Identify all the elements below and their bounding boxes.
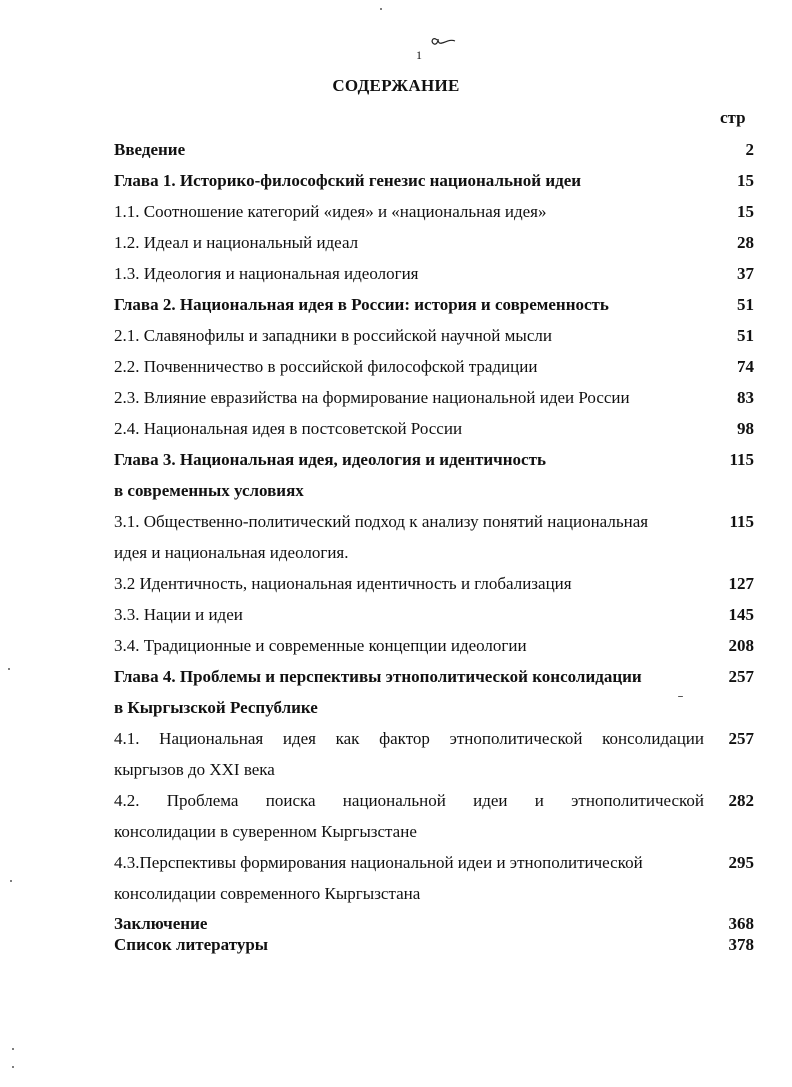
toc-entry-title-continued: кыргызов до XXI века (114, 760, 275, 779)
toc-entry-title: Глава 2. Национальная идея в России: история и современность (114, 295, 609, 314)
page-number: 1 (416, 48, 422, 62)
toc-entry-page: 28 (737, 233, 754, 252)
toc-entry-title: 2.1. Славянофилы и западники в российской научной мысли (114, 326, 552, 345)
toc-entry-title: 1.2. Идеал и национальный идеал (114, 233, 359, 252)
toc-entry-title: Глава 4. Проблемы и перспективы этнополитической консолидации (114, 667, 642, 686)
toc-entry-title: Заключение (114, 914, 208, 933)
page-column-header: стр (720, 108, 746, 127)
toc-entry-page: 145 (728, 605, 754, 624)
toc-entry-page: 368 (728, 914, 754, 933)
toc-entry-title: 2.2. Почвенничество в российской философской традиции (114, 357, 538, 376)
toc-entry-page: 127 (728, 574, 754, 593)
toc-entry-title: Введение (114, 140, 186, 159)
toc-entry-title: 2.3. Влияние евразийства на формирование национальной идеи России (114, 388, 630, 407)
toc-entry-page: 15 (737, 171, 754, 190)
toc-entry-page: 378 (728, 935, 754, 954)
toc-entry-title: 4.1. Национальная идея как фактор этнополитической консолидации (114, 729, 704, 748)
toc-entry-page: 15 (737, 202, 754, 221)
toc-entry-title: Список литературы (114, 935, 269, 954)
toc-entry-page: 257 (728, 729, 754, 748)
toc-entry-title: 1.3. Идеология и национальная идеология (114, 264, 419, 283)
toc-entry-page: 257 (728, 667, 754, 686)
handwritten-mark (428, 30, 458, 55)
toc-entry-title-continued: консолидации в суверенном Кыргызстане (114, 822, 417, 841)
toc-entry-4-3 (114, 847, 754, 909)
toc-entry-title: 3.4. Традиционные и современные концепции идеологии (114, 636, 527, 655)
scan-speck (8, 668, 10, 670)
toc-entry-page: 115 (729, 450, 754, 469)
toc-entry-3-1 (114, 506, 754, 568)
toc-entry-page: 282 (728, 791, 754, 810)
toc-entry-page: 74 (737, 357, 754, 376)
toc-entry-chapter-4 (114, 661, 754, 723)
toc-entry-page: 115 (729, 512, 754, 531)
toc-entry-title-continued: в современных условиях (114, 481, 304, 500)
scan-speck (12, 1066, 14, 1068)
toc-entry-title: 2.4. Национальная идея в постсоветской России (114, 419, 463, 438)
toc-entry-page: 98 (737, 419, 754, 438)
scan-speck (380, 8, 382, 10)
page-title: СОДЕРЖАНИЕ (332, 76, 460, 95)
toc-entry-title: 3.1. Общественно-политический подход к анализу понятий национальная (114, 512, 649, 531)
scan-speck (10, 880, 12, 882)
toc-entry-title: 1.1. Соотношение категорий «идея» и «национальная идея» (114, 202, 547, 221)
toc-entry-title-continued: консолидации современного Кыргызстана (114, 884, 421, 903)
toc-entry-title: 3.3. Нации и идеи (114, 605, 243, 624)
toc-entry-page: 37 (737, 264, 754, 283)
toc-entry-4-1 (114, 723, 754, 785)
toc-entry-page: 295 (728, 853, 754, 872)
scan-speck (12, 1048, 14, 1050)
toc-entry-4-2 (114, 785, 754, 847)
toc-entry-title-continued: в Кыргызской Республике (114, 698, 318, 717)
toc-entry-page: 51 (737, 295, 754, 314)
toc-entry-page: 208 (728, 636, 754, 655)
toc-entry-page: 2 (745, 140, 754, 159)
toc-entry-title: 4.3.Перспективы формирования национальной идеи и этнополитической (114, 853, 643, 872)
toc-entry-chapter-3 (114, 444, 754, 506)
toc-entry-title-continued: идея и национальная идеология. (114, 543, 349, 562)
toc-entry-title: 4.2. Проблема поиска национальной идеи и этнополитической (114, 791, 704, 810)
toc-entry-title: Глава 3. Национальная идея, идеология и идентичность (114, 450, 546, 469)
toc-entry-page: 83 (737, 388, 754, 407)
toc-entry-page: 51 (737, 326, 754, 345)
toc-entry-title: 3.2 Идентичность, национальная идентичность и глобализация (114, 574, 572, 593)
toc-entry-title: Глава 1. Историко-философский генезис национальной идеи (114, 171, 582, 190)
scan-speck (678, 696, 683, 697)
